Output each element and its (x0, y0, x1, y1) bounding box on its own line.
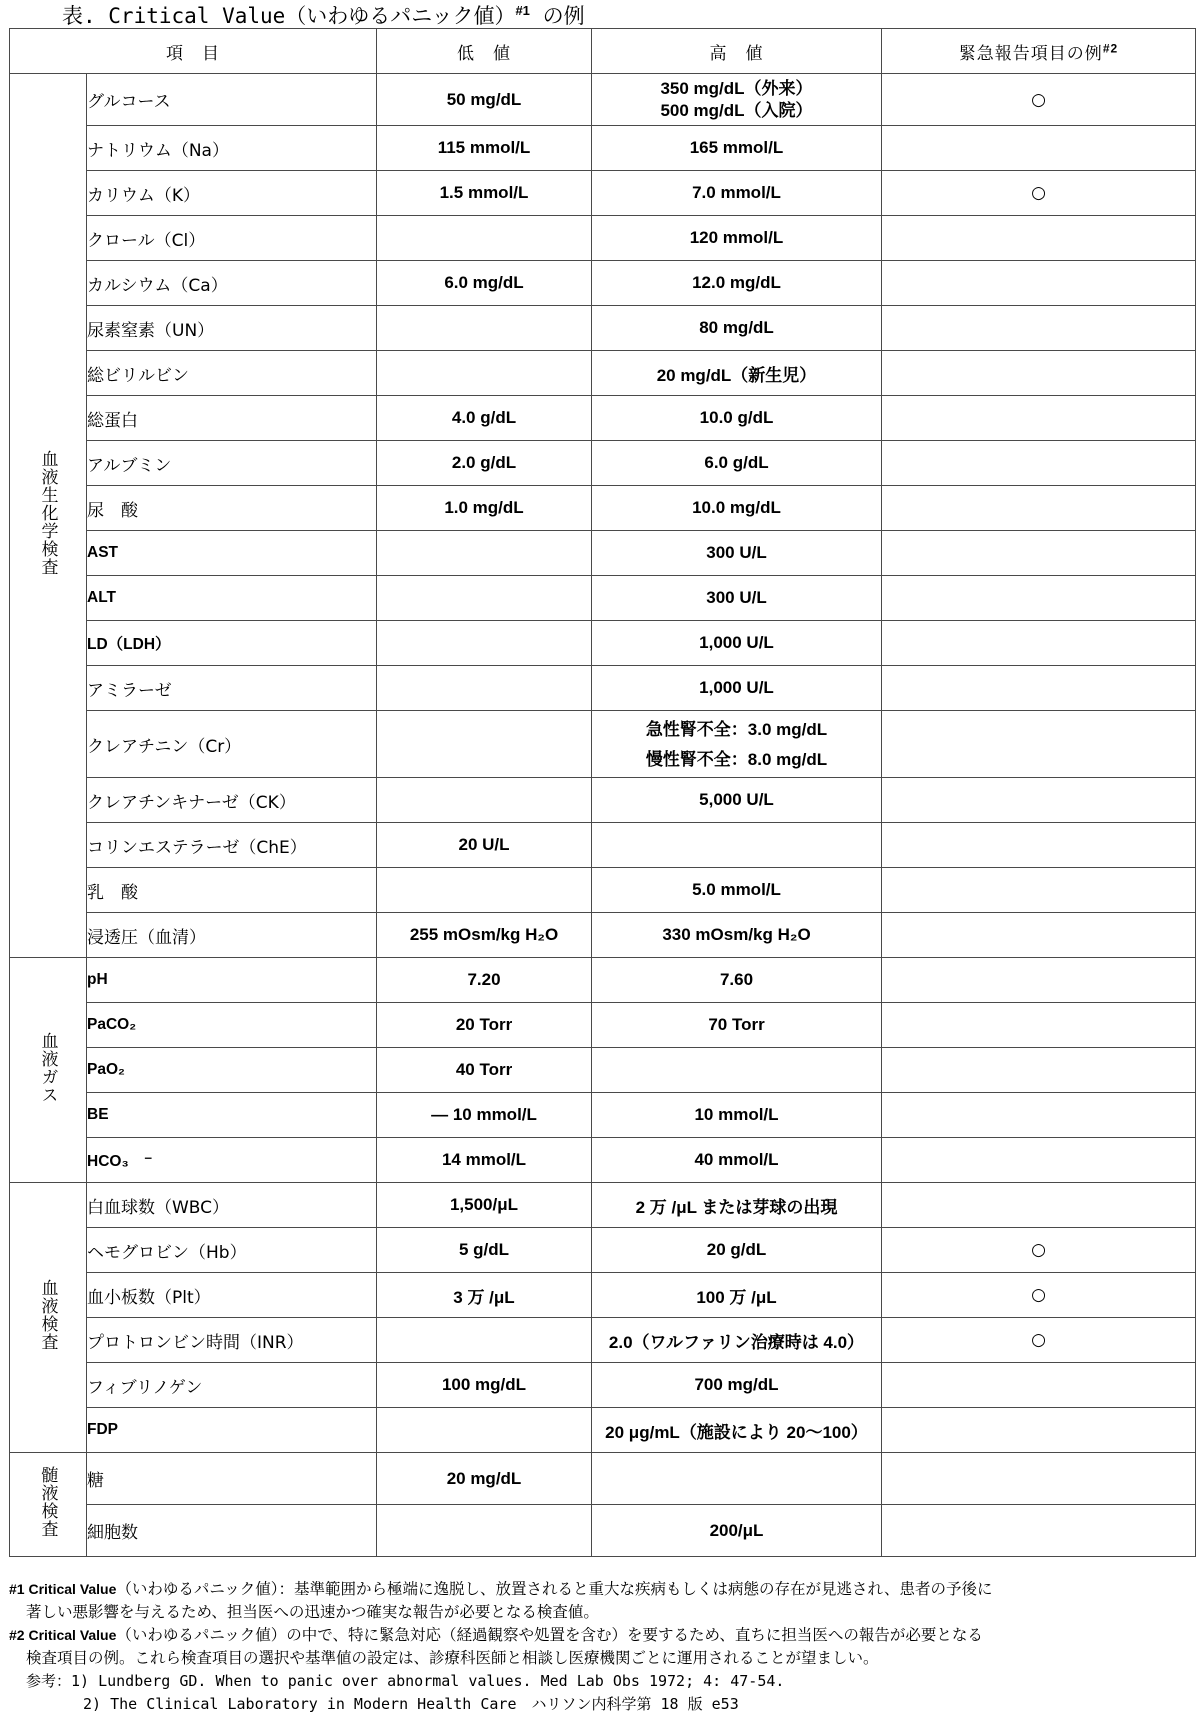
row-high: 5.0 mmol/L (592, 868, 882, 913)
table-row (10, 1505, 1196, 1557)
row-urgent-mark: ○ (882, 1273, 1196, 1318)
row-high: 40 mmol/L (592, 1138, 882, 1183)
row-item: 血小板数（Plt） (87, 1273, 377, 1318)
row-item: PaCO₂ (87, 1003, 377, 1048)
row-item: プロトロンビン時間（INR） (87, 1318, 377, 1363)
reference-2: 2) The Clinical Laboratory in Modern Health Care ハリソン内科学第 18 版 e53 (83, 1695, 739, 1713)
row-low (377, 778, 592, 823)
table-row (10, 913, 1196, 958)
footnote-2-cont: 検査項目の例。これら検査項目の選択や基準値の設定は、診療科医師と相談し医療機関ごとに運用されることが望ましい。 (26, 1649, 879, 1667)
table-row (10, 1273, 1196, 1318)
row-high: 100 万 /μL (592, 1273, 882, 1318)
category-csf: 髄液検査 (10, 1453, 87, 1557)
header-high: 高 値 (592, 29, 882, 74)
table-row (10, 868, 1196, 913)
row-low: 3 万 /μL (377, 1273, 592, 1318)
row-high: 200/μL (592, 1505, 882, 1557)
row-low: 100 mg/dL (377, 1363, 592, 1408)
row-item: クレアチニン（Cr） (87, 711, 377, 778)
row-urgent-mark (882, 486, 1196, 531)
row-high: 1,000 U/L (592, 621, 882, 666)
footnote-2: #2 Critical Value（いわゆるパニック値）の中で、特に緊急対応（経過観察や処置を含む）を要するため、直ちに担当医への報告が必要となる (9, 1626, 983, 1644)
table-row (10, 306, 1196, 351)
row-urgent-mark (882, 711, 1196, 778)
row-high: 70 Torr (592, 1003, 882, 1048)
table-row (10, 126, 1196, 171)
table-row (10, 216, 1196, 261)
row-high (592, 1453, 882, 1505)
footnotes (9, 1578, 1199, 1716)
row-urgent-mark (882, 261, 1196, 306)
row-item: 浸透圧（血清） (87, 913, 377, 958)
row-high: 7.0 mmol/L (592, 171, 882, 216)
row-high (592, 1048, 882, 1093)
row-urgent-mark (882, 1453, 1196, 1505)
row-urgent-mark (882, 216, 1196, 261)
row-high: 6.0 g/dL (592, 441, 882, 486)
reference-1: 参考：1) Lundberg GD. When to panic over abnormal values. Med Lab Obs 1972; 4: 47-54. (26, 1672, 785, 1690)
row-item: BE (87, 1093, 377, 1138)
row-high (592, 823, 882, 868)
table-row (10, 1408, 1196, 1453)
row-high: 5,000 U/L (592, 778, 882, 823)
row-low (377, 531, 592, 576)
table-row (10, 441, 1196, 486)
row-high: 20 mg/dL（新生児） (592, 351, 882, 396)
row-urgent-mark (882, 1363, 1196, 1408)
row-urgent-mark (882, 1138, 1196, 1183)
row-urgent-mark (882, 621, 1196, 666)
category-gas: 血液ガス (10, 958, 87, 1183)
table-row (10, 1048, 1196, 1093)
row-high: 10.0 g/dL (592, 396, 882, 441)
row-low: 115 mmol/L (377, 126, 592, 171)
row-low (377, 351, 592, 396)
row-urgent-mark: ○ (882, 171, 1196, 216)
row-urgent-mark (882, 1408, 1196, 1453)
row-item: 乳 酸 (87, 868, 377, 913)
table-row (10, 958, 1196, 1003)
row-low (377, 216, 592, 261)
table-row (10, 74, 1196, 126)
row-urgent-mark: ○ (882, 1318, 1196, 1363)
row-low: 6.0 mg/dL (377, 261, 592, 306)
row-high: 7.60 (592, 958, 882, 1003)
row-low (377, 621, 592, 666)
row-item: LD（LDH） (87, 621, 377, 666)
table-row (10, 1318, 1196, 1363)
header-low: 低 値 (377, 29, 592, 74)
row-item: カリウム（K） (87, 171, 377, 216)
table-row (10, 666, 1196, 711)
row-item: ALT (87, 576, 377, 621)
row-urgent-mark (882, 958, 1196, 1003)
header-urgent: 緊急報告項目の例$^{\#2}$ (882, 29, 1196, 74)
row-high: 120 mmol/L (592, 216, 882, 261)
row-low: 1,500/μL (377, 1183, 592, 1228)
footnote-1: #1 Critical Value（いわゆるパニック値）：基準範囲から極端に逸脱し、放置されると重大な疾病もしくは病態の存在が見逃され、患者の予後に (9, 1580, 993, 1598)
row-high: 2.0（ワルファリン治療時は 4.0） (592, 1318, 882, 1363)
row-low: 20 U/L (377, 823, 592, 868)
row-item: 総蛋白 (87, 396, 377, 441)
table-row (10, 486, 1196, 531)
row-low (377, 868, 592, 913)
table-row (10, 778, 1196, 823)
row-urgent-mark (882, 913, 1196, 958)
row-high: 1,000 U/L (592, 666, 882, 711)
row-high: 350 mg/dL（外来） 500 mg/dL（入院） (592, 74, 882, 126)
row-high: 2 万 /μL または芽球の出現 (592, 1183, 882, 1228)
row-high: 300 U/L (592, 531, 882, 576)
row-item: クロール（Cl） (87, 216, 377, 261)
row-item: クレアチンキナーゼ（CK） (87, 778, 377, 823)
footnote-1-cont: 著しい悪影響を与えるため、担当医への迅速かつ確実な報告が必要となる検査値。 (26, 1603, 599, 1621)
row-item: グルコース (87, 74, 377, 126)
row-low: 1.5 mmol/L (377, 171, 592, 216)
row-urgent-mark (882, 441, 1196, 486)
header-item: 項 目 (10, 29, 377, 74)
row-low (377, 666, 592, 711)
table-row (10, 1183, 1196, 1228)
row-item: 細胞数 (87, 1505, 377, 1557)
row-urgent-mark (882, 1183, 1196, 1228)
row-item: 尿素窒素（UN） (87, 306, 377, 351)
row-high: 12.0 mg/dL (592, 261, 882, 306)
table-row (10, 396, 1196, 441)
row-low: 7.20 (377, 958, 592, 1003)
table-row (10, 1363, 1196, 1408)
row-item: AST (87, 531, 377, 576)
category-blood: 血液検査 (10, 1183, 87, 1453)
row-urgent-mark (882, 306, 1196, 351)
row-item: フィブリノゲン (87, 1363, 377, 1408)
table-row (10, 171, 1196, 216)
row-high: 急性腎不全：3.0 mg/dL 慢性腎不全：8.0 mg/dL (592, 711, 882, 778)
table-row (10, 1138, 1196, 1183)
row-urgent-mark (882, 531, 1196, 576)
row-low: 255 mOsm/kg H₂O (377, 913, 592, 958)
row-item: 糖 (87, 1453, 377, 1505)
table-row (10, 1228, 1196, 1273)
row-low: 4.0 g/dL (377, 396, 592, 441)
row-low (377, 1318, 592, 1363)
row-item: 総ビリルビン (87, 351, 377, 396)
row-low: 20 Torr (377, 1003, 592, 1048)
table-row (10, 621, 1196, 666)
row-low: 2.0 g/dL (377, 441, 592, 486)
row-high: 10.0 mg/dL (592, 486, 882, 531)
row-urgent-mark: ○ (882, 74, 1196, 126)
table-row (10, 531, 1196, 576)
row-low (377, 1408, 592, 1453)
row-urgent-mark (882, 126, 1196, 171)
table-row (10, 1453, 1196, 1505)
table-row (10, 1093, 1196, 1138)
table-header-row (10, 29, 1196, 74)
row-urgent-mark (882, 868, 1196, 913)
row-urgent-mark (882, 351, 1196, 396)
row-low: 40 Torr (377, 1048, 592, 1093)
table-row (10, 823, 1196, 868)
row-low: 5 g/dL (377, 1228, 592, 1273)
row-item: 尿 酸 (87, 486, 377, 531)
row-high: 20 μg/mL（施設により 20〜100） (592, 1408, 882, 1453)
row-item: アルブミン (87, 441, 377, 486)
row-item: pH (87, 958, 377, 1003)
row-high: 700 mg/dL (592, 1363, 882, 1408)
row-item: HCO₃ ⁻ (87, 1138, 377, 1183)
row-urgent-mark (882, 666, 1196, 711)
row-item: コリンエステラーゼ（ChE） (87, 823, 377, 868)
row-item: PaO₂ (87, 1048, 377, 1093)
row-low (377, 306, 592, 351)
row-urgent-mark (882, 823, 1196, 868)
row-urgent-mark (882, 1048, 1196, 1093)
table-row (10, 351, 1196, 396)
row-high: 300 U/L (592, 576, 882, 621)
table-row (10, 261, 1196, 306)
row-urgent-mark (882, 778, 1196, 823)
row-low (377, 711, 592, 778)
row-high: 20 g/dL (592, 1228, 882, 1273)
row-item: ヘモグロビン（Hb） (87, 1228, 377, 1273)
row-urgent-mark (882, 1505, 1196, 1557)
row-urgent-mark (882, 1003, 1196, 1048)
row-high: 165 mmol/L (592, 126, 882, 171)
row-item: カルシウム（Ca） (87, 261, 377, 306)
table-row (10, 1003, 1196, 1048)
row-high: 80 mg/dL (592, 306, 882, 351)
row-urgent-mark (882, 396, 1196, 441)
row-low: — 10 mmol/L (377, 1093, 592, 1138)
row-low: 50 mg/dL (377, 74, 592, 126)
page-title: 表. Critical Value（いわゆるパニック値）$^{\#1}$ の例 (62, 3, 585, 28)
row-low: 14 mmol/L (377, 1138, 592, 1183)
row-high: 10 mmol/L (592, 1093, 882, 1138)
row-low: 20 mg/dL (377, 1453, 592, 1505)
row-urgent-mark (882, 576, 1196, 621)
row-low (377, 1505, 592, 1557)
category-biochem: 血液生化学検査 (10, 74, 87, 958)
row-urgent-mark (882, 1093, 1196, 1138)
row-urgent-mark: ○ (882, 1228, 1196, 1273)
critical-value-table (9, 28, 1196, 1557)
row-low: 1.0 mg/dL (377, 486, 592, 531)
table-row (10, 711, 1196, 778)
row-item: FDP (87, 1408, 377, 1453)
table-row (10, 576, 1196, 621)
row-high: 330 mOsm/kg H₂O (592, 913, 882, 958)
row-item: 白血球数（WBC） (87, 1183, 377, 1228)
row-item: アミラーゼ (87, 666, 377, 711)
row-item: ナトリウム（Na） (87, 126, 377, 171)
row-low (377, 576, 592, 621)
